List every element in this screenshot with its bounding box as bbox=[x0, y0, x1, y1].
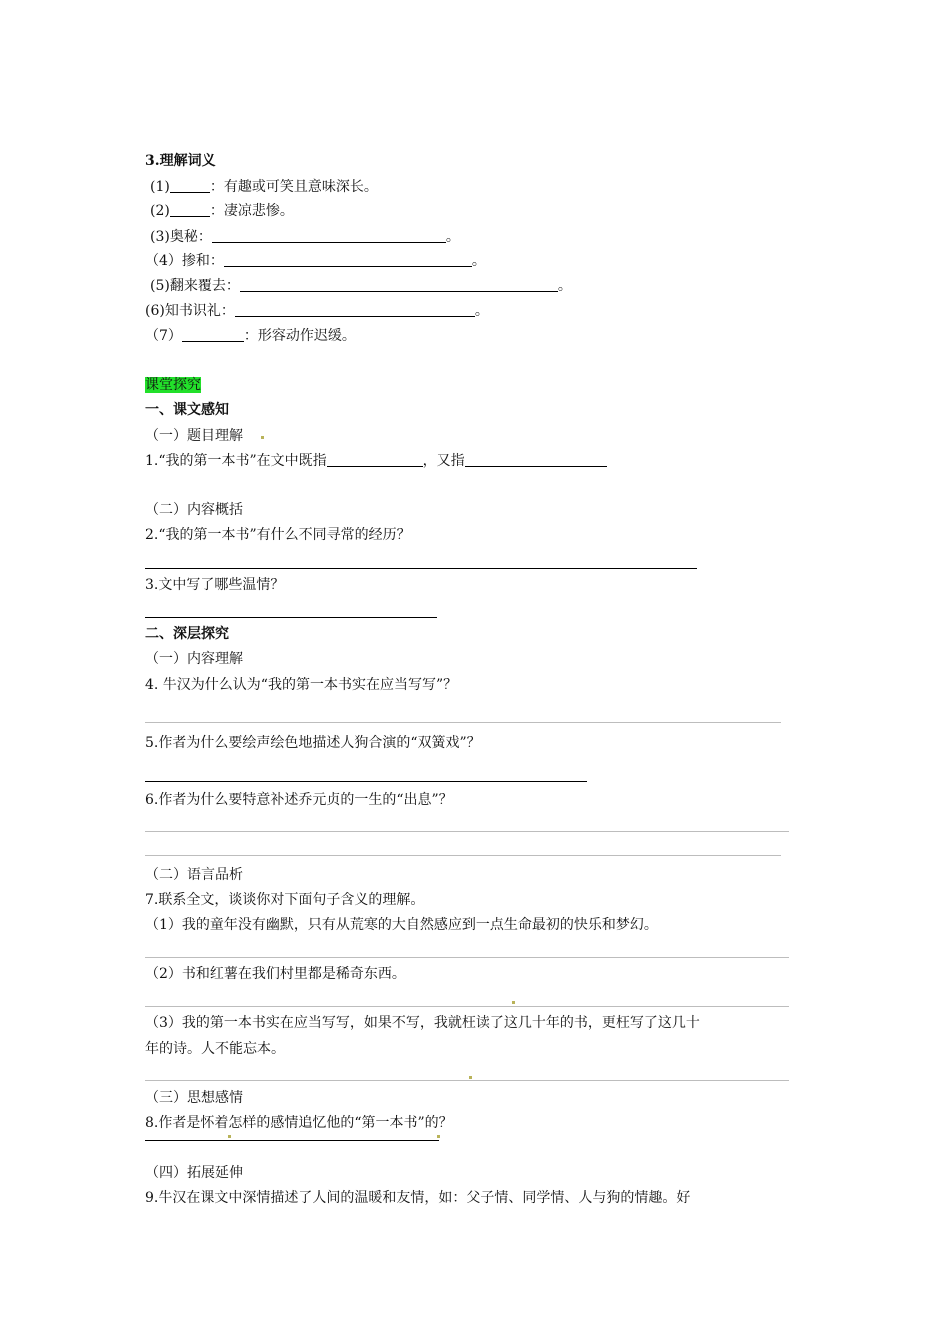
item-number: (6) bbox=[145, 303, 165, 319]
vocab-item-3 bbox=[150, 227, 460, 247]
question-7: 7.联系全文，谈谈你对下面句子含义的理解。 bbox=[145, 892, 425, 908]
answer-line[interactable] bbox=[145, 617, 437, 618]
answer-line[interactable] bbox=[145, 831, 789, 832]
item-word: 掺和： bbox=[181, 253, 224, 269]
question-text: 1.“我的第一本书”在文中既指 bbox=[145, 453, 327, 469]
question-2: 2.“我的第一本书”有什么不同寻常的经历？ bbox=[145, 527, 411, 543]
answer-blank[interactable] bbox=[235, 302, 475, 317]
sentence-1: （1）我的童年没有幽默，只有从荒寒的大自然感应到一点生命最初的快乐和梦幻。 bbox=[145, 917, 658, 933]
item-text: ：形容动作迟缓。 bbox=[243, 328, 356, 344]
item-text: 。 bbox=[557, 278, 572, 294]
vocab-item-5 bbox=[150, 276, 572, 296]
item-number: (5) bbox=[150, 278, 170, 294]
vocab-item-1 bbox=[150, 177, 378, 197]
sentence-2: （2）书和红薯在我们村里都是稀奇东西。 bbox=[145, 966, 406, 982]
item-text: 。 bbox=[445, 229, 460, 245]
answer-line[interactable] bbox=[145, 781, 587, 782]
answer-line[interactable] bbox=[145, 957, 789, 958]
question-1 bbox=[145, 451, 607, 471]
question-5: 5.作者为什么要绘声绘色地描述人狗合演的“双簧戏”？ bbox=[145, 735, 481, 751]
answer-line[interactable] bbox=[145, 568, 697, 569]
answer-blank[interactable] bbox=[170, 178, 210, 193]
scan-speck bbox=[261, 436, 264, 439]
answer-line[interactable] bbox=[145, 722, 781, 723]
answer-blank[interactable] bbox=[224, 252, 472, 267]
item-text: ：凄凉悲惨。 bbox=[209, 203, 294, 219]
answer-blank[interactable] bbox=[465, 452, 607, 467]
answer-line[interactable] bbox=[145, 1080, 789, 1081]
answer-blank[interactable] bbox=[170, 202, 210, 217]
sentence-3-line-1: （3）我的第一本书实在应当写写，如果不写，我就枉读了这几十年的书，更枉写了这几十 bbox=[145, 1015, 700, 1031]
sentence-3-line-2: 年的诗。人不能忘本。 bbox=[145, 1041, 285, 1057]
answer-blank[interactable] bbox=[327, 452, 423, 467]
scan-speck bbox=[512, 1001, 515, 1004]
vocab-item-4 bbox=[145, 251, 486, 271]
answer-blank[interactable] bbox=[212, 228, 446, 243]
part2-title: 二、深层探究 bbox=[145, 626, 229, 642]
explore-label bbox=[145, 375, 201, 395]
question-4: 4. 牛汉为什么认为“我的第一本书实在应当写写”？ bbox=[145, 677, 458, 693]
vocab-item-7 bbox=[145, 326, 356, 346]
vocab-item-2 bbox=[150, 201, 294, 221]
item-word: 奥秘： bbox=[169, 229, 212, 245]
answer-blank[interactable] bbox=[240, 277, 558, 292]
question-3: 3.文中写了哪些温情？ bbox=[145, 577, 285, 593]
item-word: 翻来覆去： bbox=[169, 278, 240, 294]
item-text: 。 bbox=[471, 253, 486, 269]
item-number: （4） bbox=[145, 253, 182, 269]
section-title: 3.理解词义 bbox=[145, 153, 216, 169]
answer-line[interactable] bbox=[145, 1140, 439, 1141]
item-text: 。 bbox=[474, 303, 489, 319]
subsection-title: （四）拓展延伸 bbox=[145, 1165, 243, 1181]
subsection-title: （二）语言品析 bbox=[145, 867, 243, 883]
vocab-item-6 bbox=[145, 301, 489, 321]
subsection-title: （一）内容理解 bbox=[145, 651, 243, 667]
scan-speck bbox=[437, 1135, 440, 1138]
item-number: (1) bbox=[150, 179, 170, 195]
item-word: 知书识礼： bbox=[164, 303, 235, 319]
subsection-title: （三）思想感情 bbox=[145, 1090, 243, 1106]
question-6: 6.作者为什么要特意补述乔元贞的一生的“出息”？ bbox=[145, 792, 453, 808]
question-text: ，又指 bbox=[422, 453, 465, 469]
item-number: (2) bbox=[150, 203, 170, 219]
part1-title: 一、课文感知 bbox=[145, 402, 229, 418]
question-8: 8.作者是怀着怎样的感情追忆他的“第一本书”的？ bbox=[145, 1115, 453, 1131]
answer-line[interactable] bbox=[145, 855, 781, 856]
item-number: （7） bbox=[145, 328, 182, 344]
highlighted-label: 课堂探究 bbox=[145, 377, 201, 393]
item-number: (3) bbox=[150, 229, 170, 245]
answer-line[interactable] bbox=[145, 1006, 789, 1007]
scan-speck bbox=[228, 1135, 231, 1138]
question-9: 9.牛汉在课文中深情描述了人间的温暖和友情，如：父子情、同学情、人与狗的情趣。好 bbox=[145, 1190, 691, 1206]
subsection-title: （二）内容概括 bbox=[145, 502, 243, 518]
answer-blank[interactable] bbox=[182, 327, 244, 342]
item-text: ：有趣或可笑且意味深长。 bbox=[209, 179, 378, 195]
subsection-title: （一）题目理解 bbox=[145, 428, 243, 444]
scan-speck bbox=[469, 1076, 472, 1079]
